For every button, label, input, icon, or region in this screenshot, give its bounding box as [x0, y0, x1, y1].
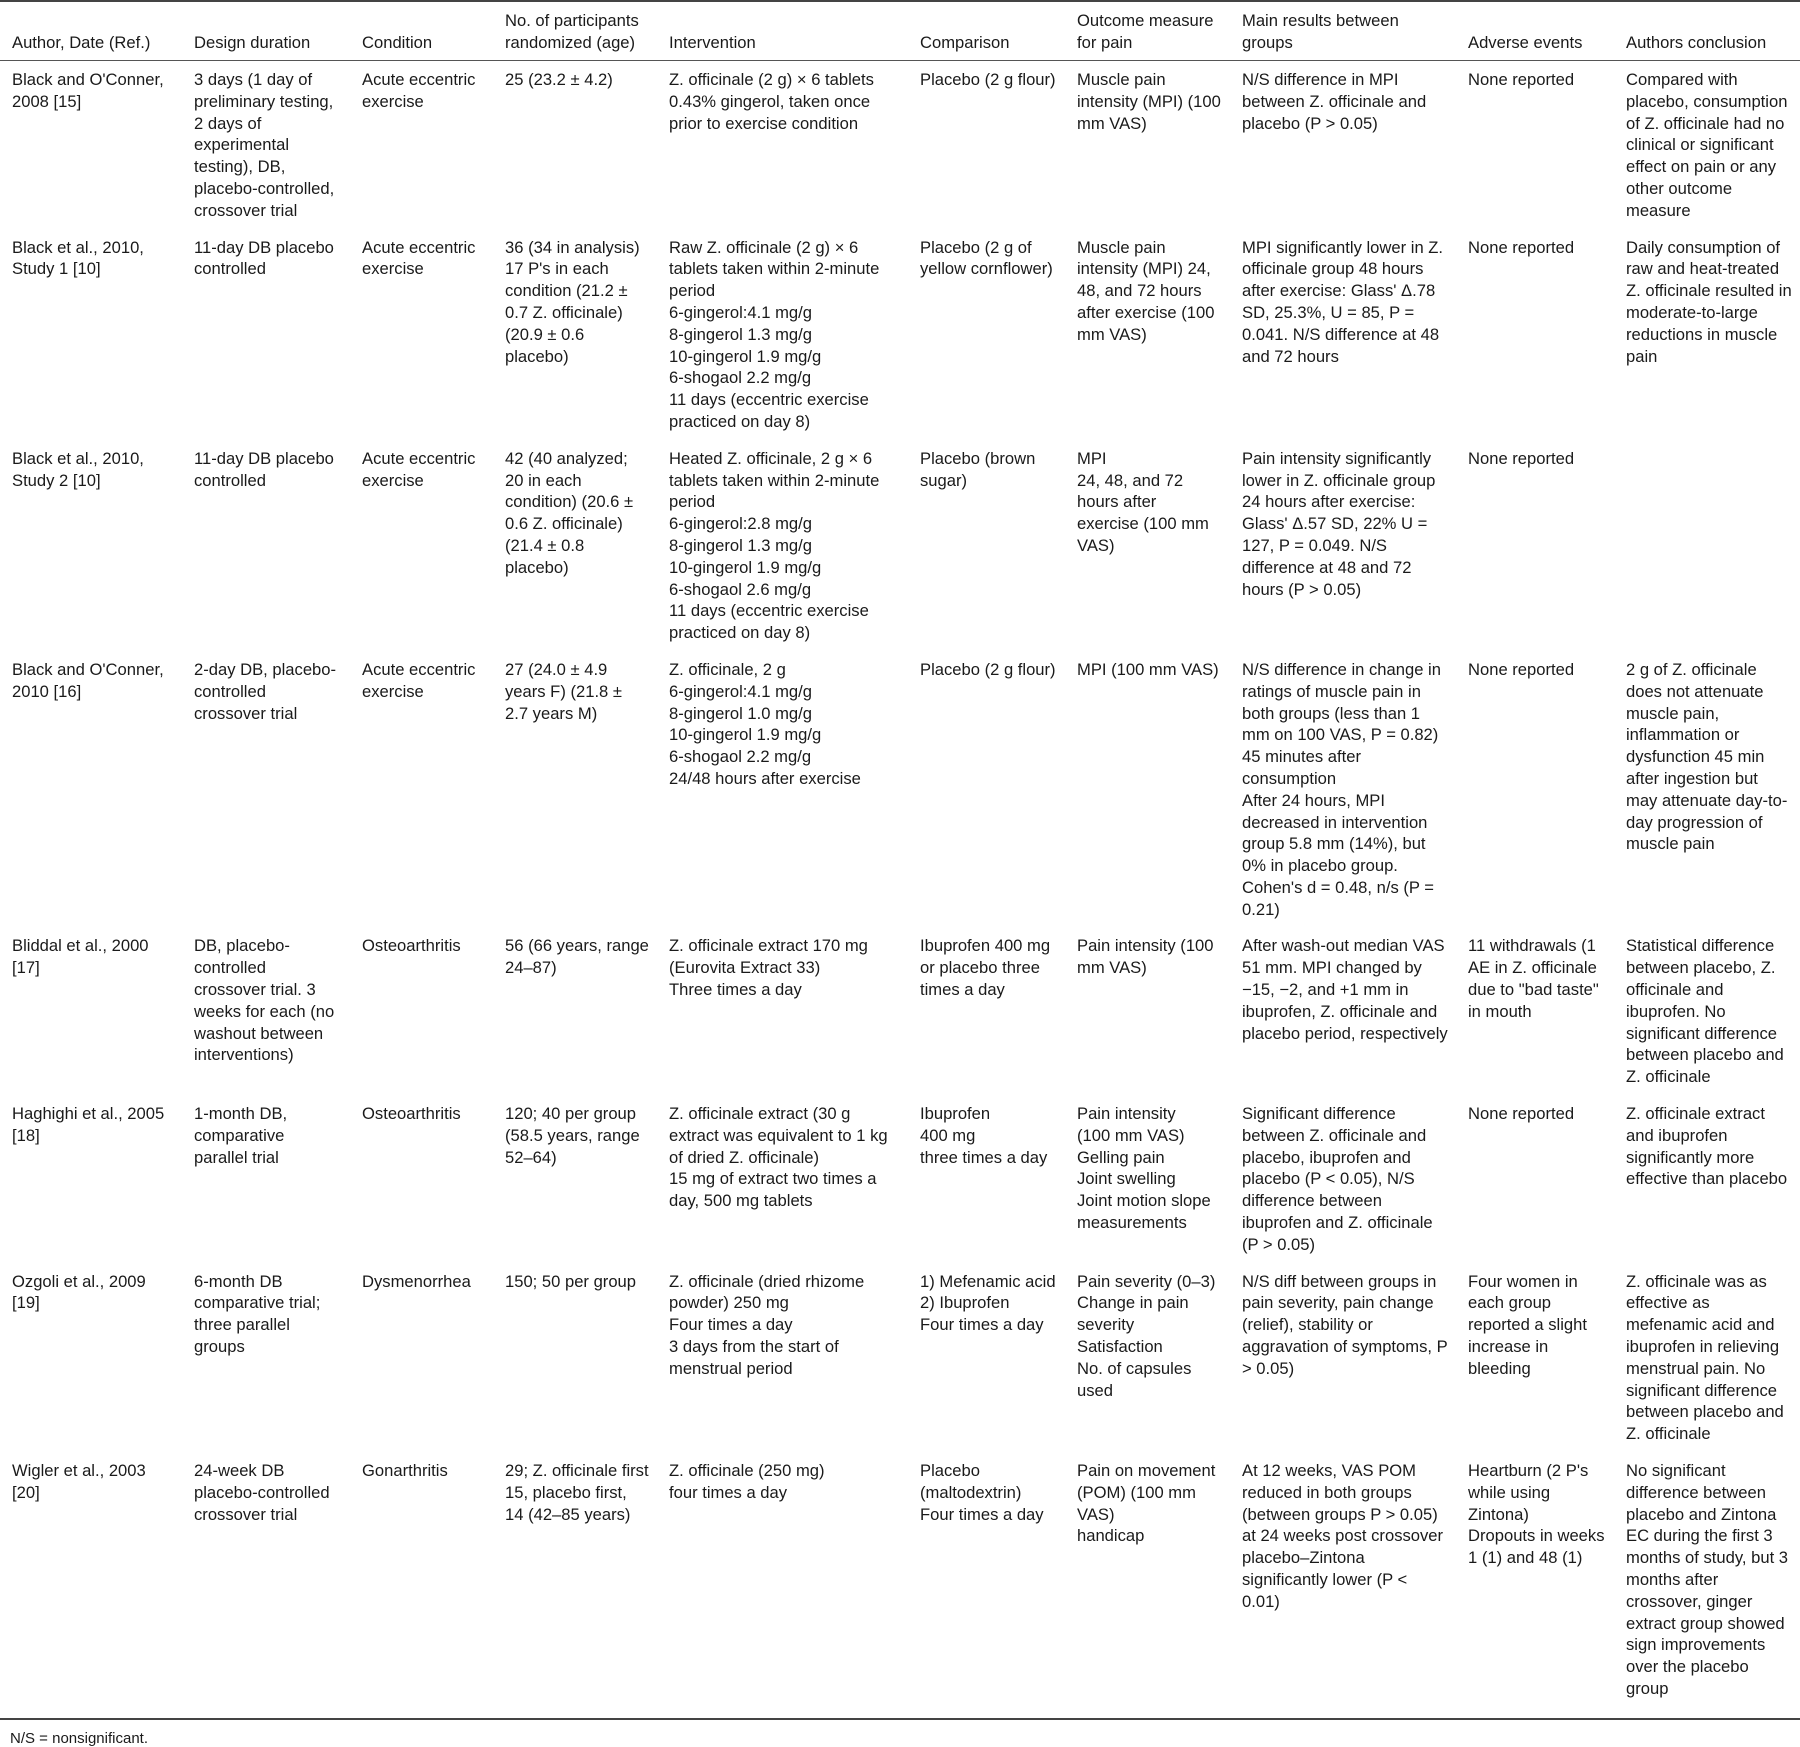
cell-adverse: None reported: [1468, 237, 1575, 257]
cell-conclusion: Statistical difference between placebo, Z. officinale and ibuprofen. No significant difference between placebo and Z. officinale: [1626, 936, 1784, 1087]
cell-condition: Acute eccentric exercise: [362, 448, 476, 490]
cell-participants: 36 (34 in analysis) 17 P's in each condition (21.2 ± 0.7 Z. officinale) (20.9 ± 0.6 placebo): [505, 237, 640, 366]
table-row: [0, 651, 1800, 928]
cell-author: Ozgoli et al., 2009 [19]: [12, 1271, 146, 1313]
cell-outcome: Pain on movement (POM) (100 mm VAS) handicap: [1077, 1461, 1216, 1546]
table-row: [0, 1263, 1800, 1452]
cell-participants: 27 (24.0 ± 4.9 years F) (21.8 ± 2.7 years M): [505, 659, 622, 723]
cell-participants: 120; 40 per group (58.5 years, range 52–64): [505, 1104, 640, 1167]
cell-results: N/S diff between groups in pain severity, pain change (relief), stability or aggravation of symptoms, P > 0.05): [1242, 1271, 1448, 1378]
cell-author: Black and O'Conner, 2010 [16]: [12, 659, 164, 701]
cell-participants: 42 (40 analyzed; 20 in each condition) (20.6 ± 0.6 Z. officinale) (21.4 ± 0.8 placebo): [505, 448, 634, 577]
header-outcome: Outcome measure for pain: [1077, 11, 1214, 53]
footnote: N/S = nonsignificant.: [10, 1729, 148, 1747]
cell-condition: Acute eccentric exercise: [362, 237, 476, 279]
cell-results: MPI significantly lower in Z. officinale group 48 hours after exercise: Glass' Δ.78 SD, 25.3%, U = 85, P = 0.041. N/S difference at 48 and 72 hours: [1242, 237, 1444, 366]
cell-conclusion: Z. officinale was as effective as mefenamic acid and ibuprofen in relieving menstrual pain. No significant difference between placebo and Z. officinale: [1626, 1271, 1784, 1444]
header-author: Author, Date (Ref.): [12, 33, 151, 53]
table-row: [0, 1452, 1800, 1719]
cell-comparison: Placebo (2 g flour): [920, 70, 1056, 89]
cell-author: Bliddal et al., 2000 [17]: [12, 936, 149, 978]
table-row: [0, 61, 1800, 229]
cell-condition: Dysmenorrhea: [362, 1271, 471, 1291]
header-adverse: Adverse events: [1468, 33, 1583, 53]
cell-condition: Osteoarthritis: [362, 936, 461, 956]
cell-participants: 25 (23.2 ± 4.2): [505, 70, 613, 89]
cell-participants: 150; 50 per group: [505, 1271, 637, 1291]
cell-outcome: Pain severity (0–3) Change in pain severity Satisfaction No. of capsules used: [1077, 1271, 1216, 1400]
cell-author: Black et al., 2010, Study 2 [10]: [12, 448, 144, 490]
cell-intervention: Z. officinale (2 g) × 6 tablets 0.43% gingerol, taken once prior to exercise condition: [669, 70, 874, 133]
cell-adverse: None reported: [1468, 448, 1575, 468]
table-row: [0, 927, 1800, 1095]
header-design: Design duration: [194, 33, 311, 53]
cell-adverse: Heartburn (2 P's while using Zintona) Dropouts in weeks 1 (1) and 48 (1): [1468, 1461, 1605, 1568]
header-row: [0, 1, 1800, 61]
cell-comparison: Placebo (2 g flour): [920, 659, 1056, 679]
cell-results: Pain intensity significantly lower in Z. officinale group 24 hours after exercise: Glass' Δ.57 SD, 22% U = 127, P = 0.049. N/S difference at 48 and 72 hours (P > 0.05): [1242, 448, 1436, 599]
cell-condition: Osteoarthritis: [362, 1104, 461, 1124]
table-row: [0, 1095, 1800, 1263]
cell-participants: 56 (66 years, range 24–87): [505, 936, 649, 978]
cell-design: 2-day DB, placebo-controlled crossover trial: [194, 659, 337, 723]
cell-design: DB, placebo-controlled crossover trial. 3 weeks for each (no washout between interventions): [194, 936, 335, 1065]
cell-outcome: MPI (100 mm VAS): [1077, 659, 1219, 679]
cell-results: Significant difference between Z. officinale and placebo, ibuprofen and placebo (P < 0.05), N/S difference between ibuprofen and Z. officinale (P > 0.05): [1242, 1104, 1433, 1254]
cell-condition: Acute eccentric exercise: [362, 659, 476, 701]
header-comparison: Comparison: [920, 33, 1010, 53]
cell-outcome: Muscle pain intensity (MPI) (100 mm VAS): [1077, 70, 1221, 133]
cell-comparison: 1) Mefenamic acid 2) Ibuprofen Four times a day: [920, 1271, 1056, 1335]
cell-comparison: Placebo (brown sugar): [920, 448, 1036, 490]
cell-design: 11-day DB placebo controlled: [194, 237, 334, 279]
table-row: [0, 229, 1800, 440]
cell-comparison: Ibuprofen 400 mg three times a day: [920, 1104, 1048, 1167]
cell-adverse: 11 withdrawals (1 AE in Z. officinale due to "bad taste" in mouth: [1468, 936, 1599, 1021]
cell-outcome: Muscle pain intensity (MPI) 24, 48, and 72 hours after exercise (100 mm VAS): [1077, 237, 1215, 344]
cell-conclusion: 2 g of Z. officinale does not attenuate muscle pain, inflammation or dysfunction 45 min after ingestion but may attenuate day-to-day progression of muscle pain: [1626, 659, 1788, 854]
cell-conclusion: No significant difference between placebo and Zintona EC during the first 3 months of study, but 3 months after crossover, ginger extract group showed sign improvements over the placebo group: [1626, 1461, 1789, 1698]
cell-design: 11-day DB placebo controlled: [194, 448, 334, 490]
cell-adverse: None reported: [1468, 70, 1575, 89]
cell-design: 24-week DB placebo-controlled crossover trial: [194, 1461, 330, 1524]
cell-author: Black et al., 2010, Study 1 [10]: [12, 237, 144, 279]
cell-intervention: Z. officinale extract (30 g extract was equivalent to 1 kg of dried Z. officinale) 15 mg of extract two times a day, 500 mg tablets: [669, 1104, 888, 1211]
header-intervention: Intervention: [669, 33, 756, 53]
header-conclusion: Authors conclusion: [1626, 33, 1767, 53]
cell-conclusion: Z. officinale extract and ibuprofen significantly more effective than placebo: [1626, 1104, 1788, 1189]
cell-outcome: MPI 24, 48, and 72 hours after exercise (100 mm VAS): [1077, 448, 1209, 555]
cell-design: 6-month DB comparative trial; three parallel groups: [194, 1271, 321, 1357]
cell-intervention: Z. officinale (dried rhizome powder) 250 mg Four times a day 3 days from the start of menstrual period: [669, 1271, 865, 1378]
cell-condition: Acute eccentric exercise: [362, 70, 476, 111]
cell-condition: Gonarthritis: [362, 1461, 448, 1481]
cell-intervention: Z. officinale (250 mg) four times a day: [669, 1461, 825, 1502]
cell-adverse: Four women in each group reported a slight increase in bleeding: [1468, 1271, 1587, 1378]
header-condition: Condition: [362, 33, 433, 53]
cell-intervention: Z. officinale extract 170 mg (Eurovita Extract 33) Three times a day: [669, 936, 868, 1000]
cell-design: 1-month DB, comparative parallel trial: [194, 1104, 288, 1167]
cell-outcome: Pain intensity (100 mm VAS) Gelling pain Joint swelling Joint motion slope measurements: [1077, 1104, 1211, 1233]
cell-conclusion: [1614, 440, 1800, 651]
header-results: Main results between groups: [1242, 11, 1399, 53]
header-participants: No. of participants randomized (age): [505, 11, 639, 53]
cell-conclusion: Daily consumption of raw and heat-treated Z. officinale resulted in moderate-to-large reductions in muscle pain: [1626, 237, 1792, 366]
cell-results: At 12 weeks, VAS POM reduced in both groups (between groups P > 0.05) at 24 weeks post crossover placebo–Zintona significantly lower (P < 0.01): [1242, 1461, 1444, 1611]
cell-intervention: Heated Z. officinale, 2 g × 6 tablets taken within 2-minute period 6-gingerol:2.8 mg/g 8-gingerol 1.3 mg/g 10-gingerol 1.9 mg/g 6-shogaol 2.6 mg/g 11 days (eccentric exercise practiced on day 8): [669, 448, 880, 643]
cell-conclusion: Compared with placebo, consumption of Z. officinale had no clinical or significant effect on pain or any other outcome measure: [1626, 70, 1788, 220]
cell-author: Black and O'Conner, 2008 [15]: [12, 70, 164, 111]
cell-author: Wigler et al., 2003 [20]: [12, 1461, 146, 1502]
cell-participants: 29; Z. officinale first 15, placebo first, 14 (42–85 years): [505, 1461, 649, 1524]
cell-outcome: Pain intensity (100 mm VAS): [1077, 936, 1214, 978]
cell-adverse: None reported: [1468, 659, 1575, 679]
cell-intervention: Z. officinale, 2 g 6-gingerol:4.1 mg/g 8-gingerol 1.0 mg/g 10-gingerol 1.9 mg/g 6-shogaol 2.2 mg/g 24/48 hours after exercise: [669, 659, 861, 788]
cell-intervention: Raw Z. officinale (2 g) × 6 tablets taken within 2-minute period 6-gingerol:4.1 mg/g 8-gingerol 1.3 mg/g 10-gingerol 1.9 mg/g 6-shogaol 2.2 mg/g 11 days (eccentric exercise practiced on day 8): [669, 237, 880, 431]
cell-comparison: Ibuprofen 400 mg or placebo three times a day: [920, 936, 1051, 1000]
table-row: [0, 440, 1800, 651]
cell-design: 3 days (1 day of preliminary testing, 2 days of experimental testing), DB, placebo-controlled, crossover trial: [194, 70, 335, 220]
cell-comparison: Placebo (2 g of yellow cornflower): [920, 237, 1053, 279]
cell-adverse: None reported: [1468, 1104, 1575, 1124]
cell-results: N/S difference in change in ratings of muscle pain in both groups (less than 1 mm on 100 VAS, P = 0.82) 45 minutes after consumption After 24 hours, MPI decreased in intervention group 5.8 mm (14%), but 0% in placebo group. Cohen's d = 0.48, n/s (P = 0.21): [1242, 659, 1441, 919]
cell-results: N/S difference in MPI between Z. officinale and placebo (P > 0.05): [1242, 70, 1427, 133]
cell-comparison: Placebo (maltodextrin) Four times a day: [920, 1461, 1044, 1524]
cell-author: Haghighi et al., 2005 [18]: [12, 1104, 165, 1145]
cell-results: After wash-out median VAS 51 mm. MPI changed by −15, −2, and +1 mm in ibuprofen, Z. officinale and placebo period, respectively: [1242, 936, 1448, 1043]
